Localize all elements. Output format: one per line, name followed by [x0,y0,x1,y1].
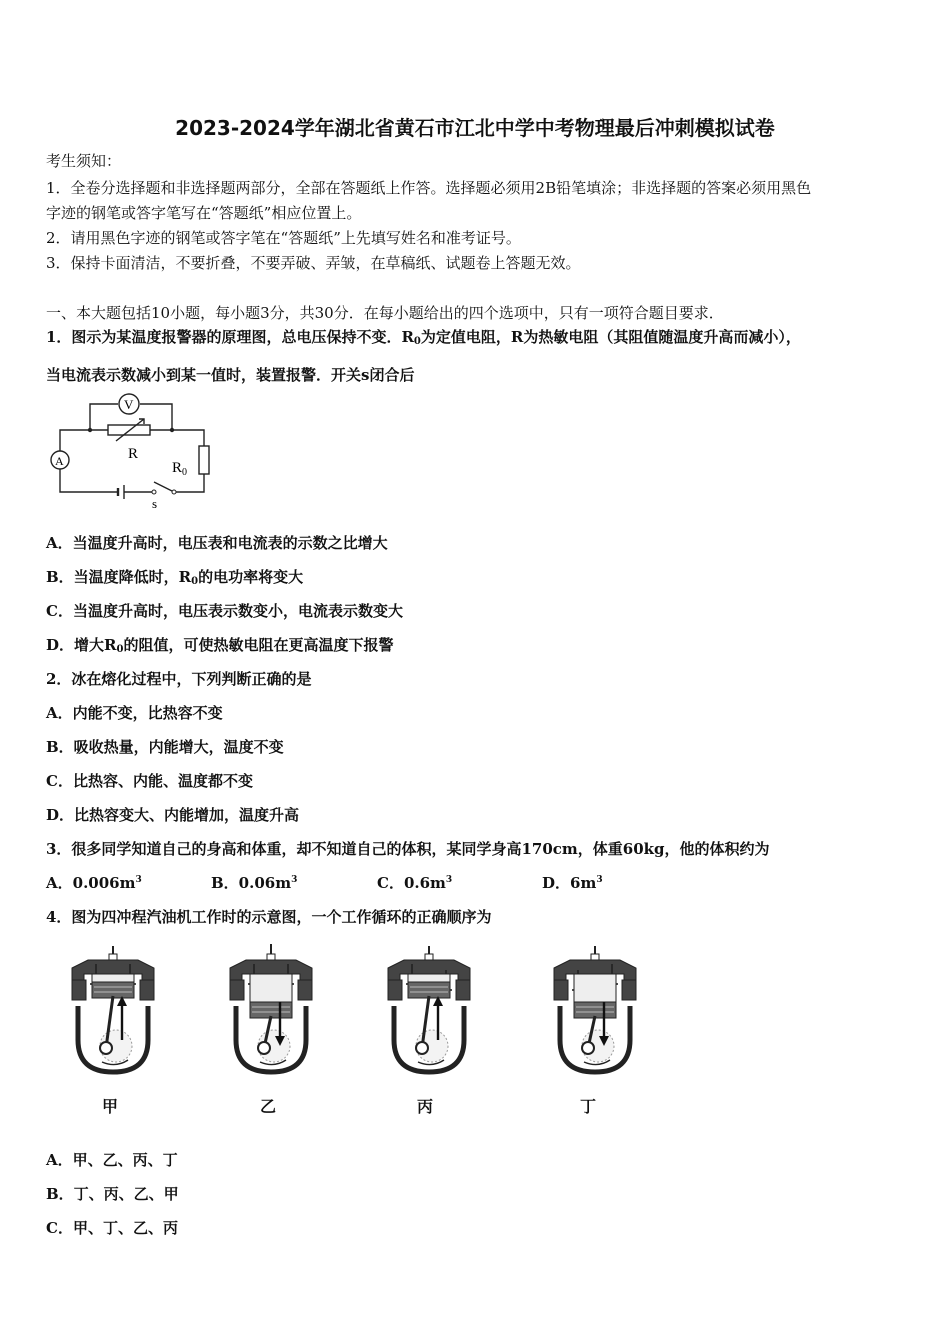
r0-label-main: R [172,460,183,476]
q2-stem: 2．冰在熔化过程中，下列判断正确的是 [46,670,312,688]
q1-stem-part-b: 为定值电阻，R为热敏电阻（其阻值随温度升高而减小）， [420,328,801,346]
q4-option-a: A．甲、乙、丙、丁 [46,1151,178,1169]
q3-stem: 3．很多同学知道自己的身高和体重，却不知道自己的体积，某同学身高170cm，体重60kg，他的体积约为 [46,840,770,858]
q3-option-a-text: A．0.006m [46,874,136,892]
q3-option-a [46,872,142,893]
q2-option-b: B．吸收热量，内能增大，温度不变 [46,738,284,756]
q3-option-b-text: B．0.06m [211,874,292,892]
engine-caption-yi: 乙 [260,1097,277,1116]
q1-stem-part-a: 1．图示为某温度报警器的原理图，总电压保持不变． [46,328,402,346]
notice-line-2: 字迹的钢笔或答字笔写在“答题纸”相应位置上。 [46,204,362,222]
circuit-diagram [46,392,216,510]
q1-option-b [46,566,303,587]
q1-option-b-part-a: B．当温度降低时，R [46,568,192,586]
notice-line-1: 1．全卷分选择题和非选择题两部分，全部在答题纸上作答。选择题必须用2B铅笔填涂；非选择题的答案必须用黑色 [46,179,812,197]
q3-option-d [542,872,603,893]
voltmeter-label: V [124,397,134,412]
engine-caption-ding: 丁 [580,1097,597,1116]
q1-stem-line1 [46,326,801,347]
q1-option-d-part-b: 的阻值，可使热敏电阻在更高温度下报警 [123,636,394,654]
q1-r0-subscript: 0 [413,336,421,347]
page-title: 2023-2024学年湖北省黄石市江北中学中考物理最后冲刺模拟试卷 [175,116,775,140]
notice-line-4: 3．保持卡面清洁，不要折叠，不要弄破、弄皱，在草稿纸、试题卷上答题无效。 [46,254,581,272]
engine-caption-bing: 丙 [417,1097,434,1116]
q1-option-b-part-b: 的电功率将变大 [198,568,304,586]
q3-option-d-sup: 3 [596,875,603,885]
engine-diagram-bing [382,940,476,1080]
q1-stem-line2: 当电流表示数减小到某一值时，装置报警．开关s闭合后 [46,366,415,384]
q1-r0-symbol: R [401,328,414,346]
section-instructions: 一、本大题包括10小题，每小题3分，共30分．在每小题给出的四个选项中，只有一项符合题目要求． [46,304,724,322]
ammeter-label: A [55,454,64,468]
q3-option-b-sup: 3 [291,875,298,885]
q2-option-d: D．比热容变大、内能增加，温度升高 [46,806,300,824]
q1-option-b-sub: 0 [191,576,199,587]
q1-option-c: C．当温度升高时，电压表示数变小，电流表示数变大 [46,602,403,620]
q2-option-a: A．内能不变，比热容不变 [46,704,223,722]
r0-label-sub: 0 [182,467,188,478]
q4-stem: 4．图为四冲程汽油机工作时的示意图，一个工作循环的正确顺序为 [46,908,492,926]
q4-option-c: C．甲、丁、乙、丙 [46,1219,178,1237]
q1-option-d [46,634,393,655]
engine-diagram-jia [66,940,160,1080]
notice-line-3: 2．请用黑色字迹的钢笔或答字笔在“答题纸”上先填写姓名和准考证号。 [46,229,521,247]
notice-heading: 考生须知： [46,152,122,170]
switch-label: s [152,496,158,510]
engine-diagram-yi [224,940,318,1080]
engine-caption-jia: 甲 [102,1097,119,1116]
q1-option-d-sub: 0 [116,644,124,655]
q1-option-a: A．当温度升高时，电压表和电流表的示数之比增大 [46,534,388,552]
q3-option-d-text: D．6m [542,874,597,892]
thermistor-label: R [128,446,139,462]
q2-option-c: C．比热容、内能、温度都不变 [46,772,253,790]
q3-option-c-text: C．0.6m [377,874,446,892]
q3-option-c [377,872,452,893]
q3-option-c-sup: 3 [445,875,453,885]
q4-option-b: B．丁、丙、乙、甲 [46,1185,179,1203]
q1-option-d-part-a: D．增大R [46,636,117,654]
q3-option-a-sup: 3 [135,875,142,885]
engine-diagram-ding [548,940,642,1080]
r0-label [172,460,187,478]
q3-option-b [211,872,297,893]
